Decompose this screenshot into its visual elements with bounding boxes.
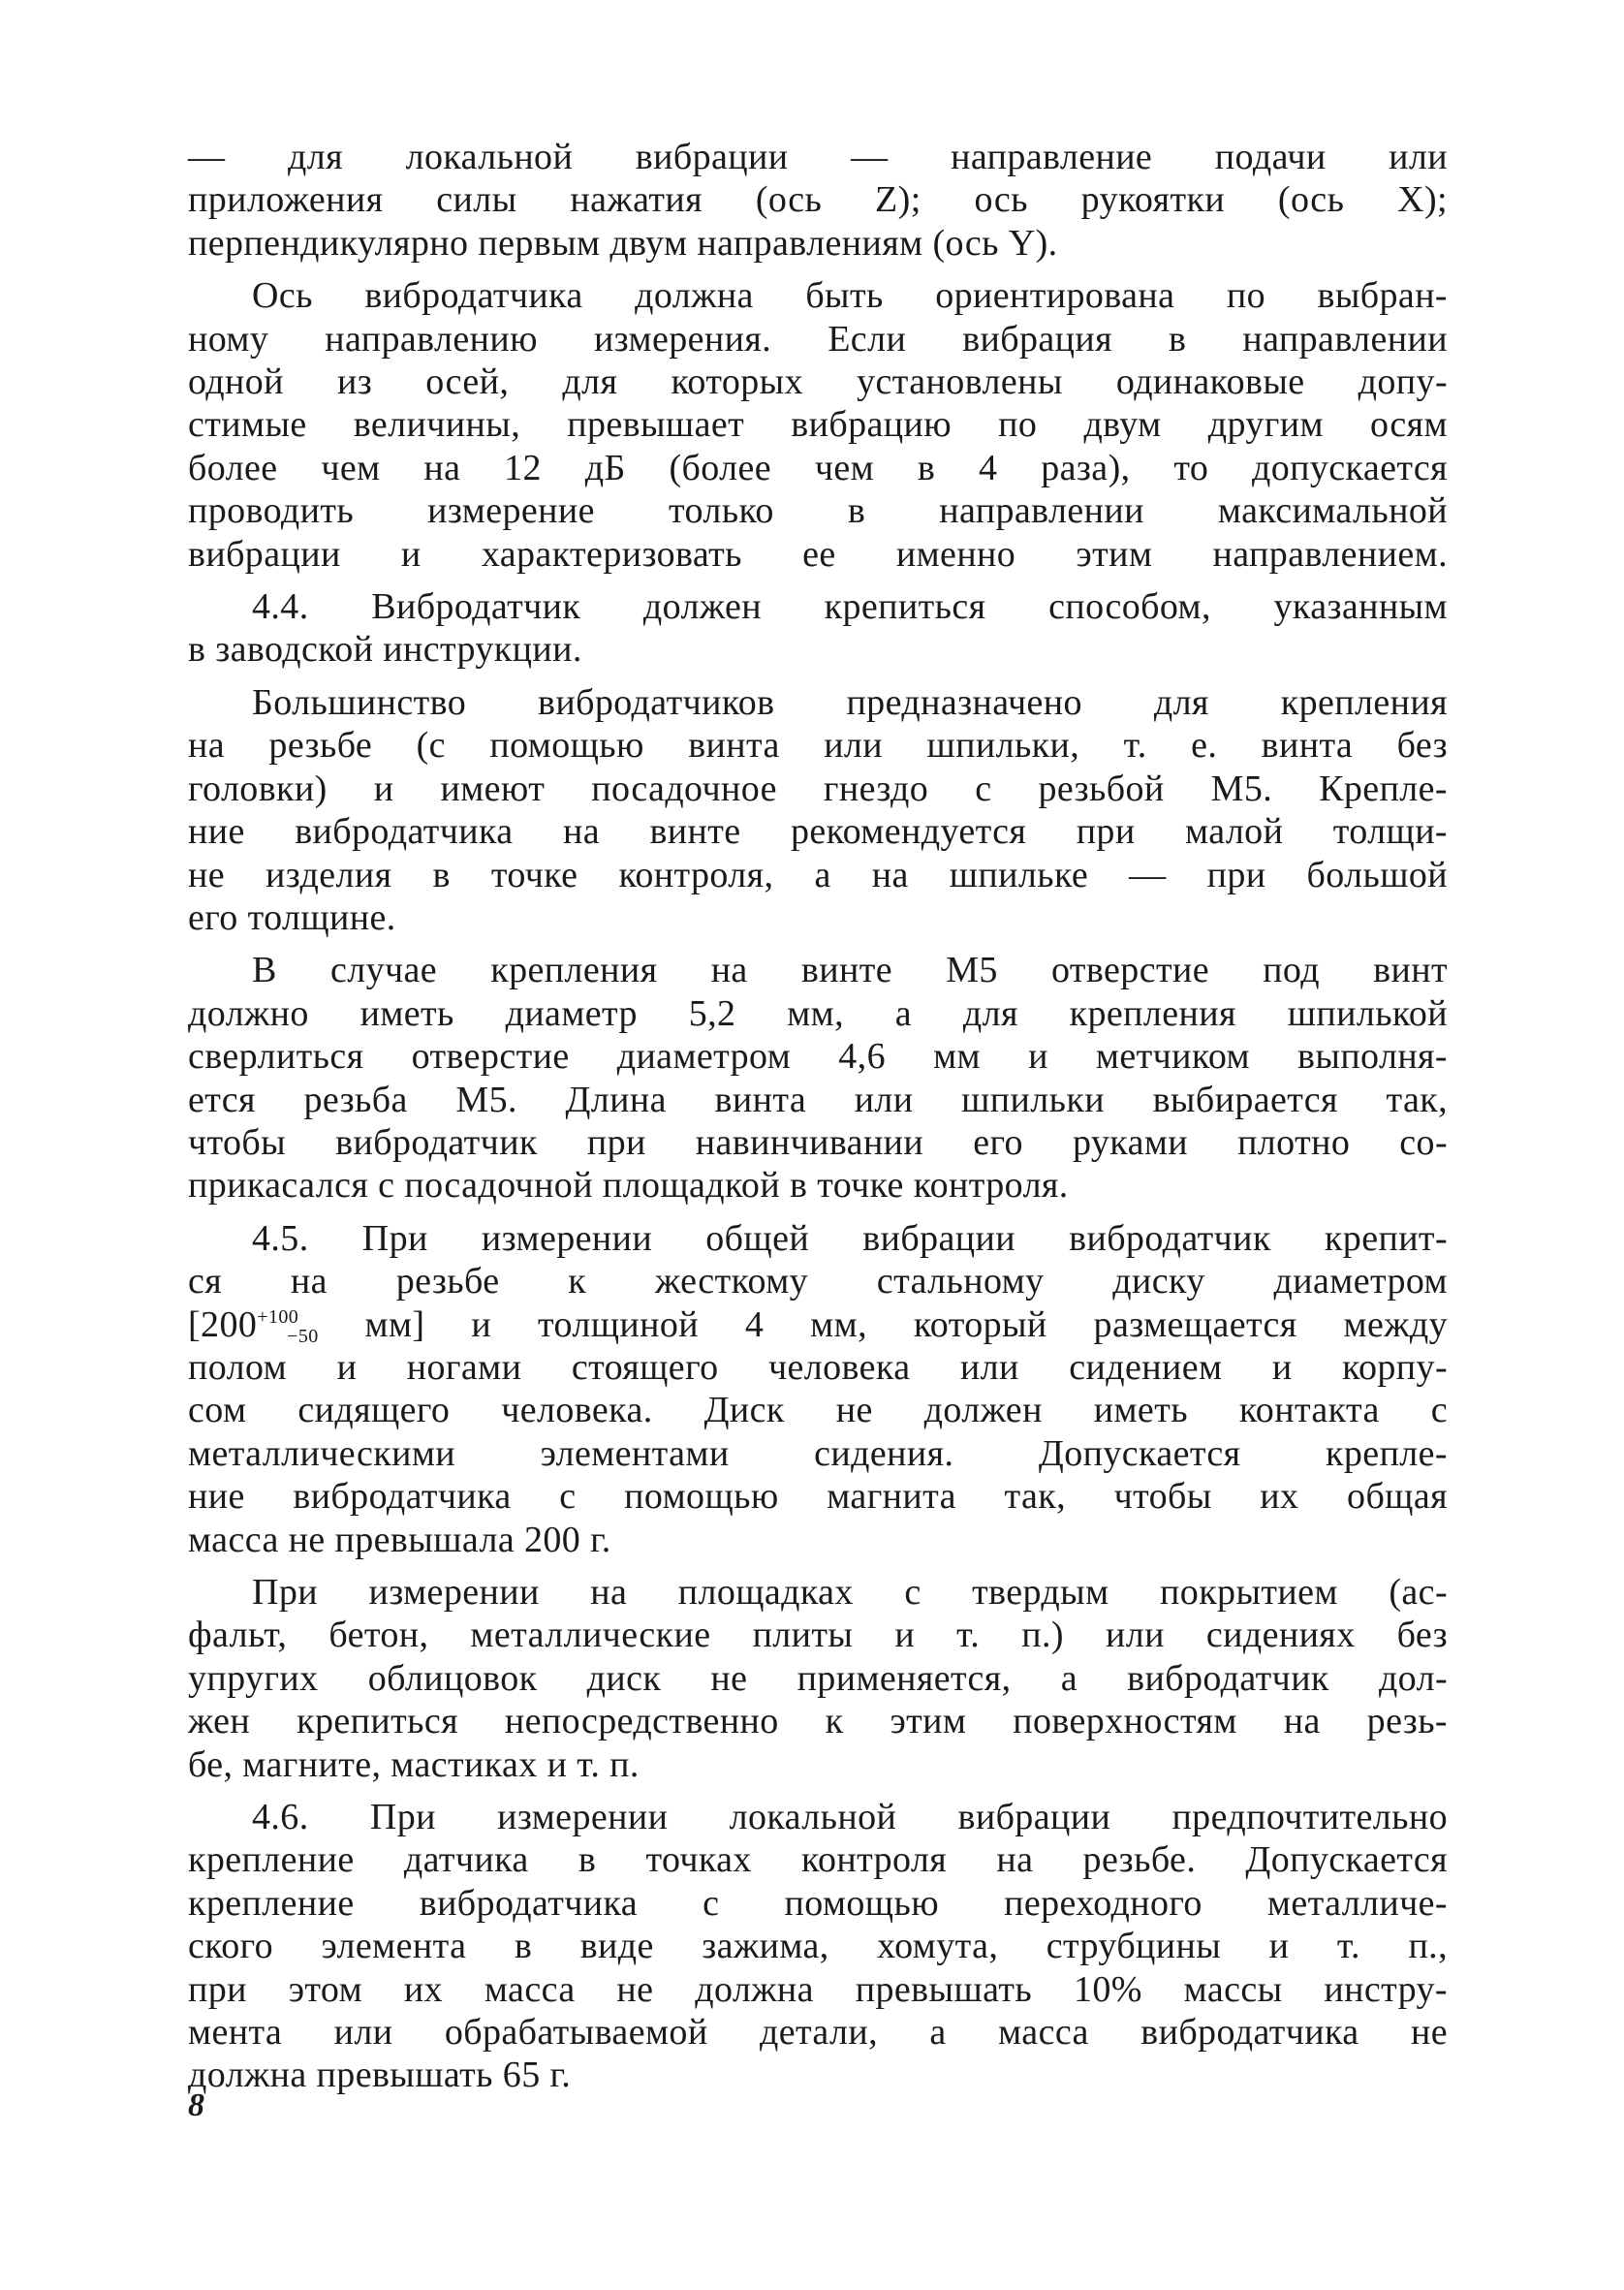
paragraph-section-4-5 — [188, 1217, 1448, 1561]
text-line: чтобы вибродатчик при навинчивании его руками плотно со- — [188, 1121, 1448, 1163]
text-line: бе, магните, мастиках и т. п. — [188, 1743, 640, 1785]
paragraph-sensor-axis-orientation — [188, 274, 1448, 576]
text-line: 4.6. При измерении локальной вибрации предпочтительно — [252, 1797, 1448, 1838]
text-line: Большинство вибродатчиков предназначено для крепления — [252, 681, 1448, 723]
text-line: упругих облицовок диск не применяется, а вибродатчик дол- — [188, 1657, 1448, 1699]
text-line: более чем на 12 дБ (более чем в 4 раза), то допускается — [188, 447, 1448, 488]
document-body — [188, 136, 1448, 2097]
text-line: сом сидящего человека. Диск не должен иметь контакта с — [188, 1390, 1448, 1431]
text-line: перпендикулярно первым двум направлениям (ось Y). — [188, 222, 1058, 264]
text-line: проводить измерение только в направлении максимальной — [188, 490, 1448, 532]
text-line: не изделия в точке контроля, а на шпильке — при большой — [188, 854, 1448, 895]
text-line: вибрации и характеризовать ее именно этим направлением. — [188, 533, 1448, 575]
text-line: — для локальной вибрации — направление подачи или — [188, 137, 1448, 177]
formula-unit: мм] — [318, 1303, 425, 1345]
paragraph-thread-mounting — [188, 681, 1448, 939]
text-line: одной из осей, для которых установлены одинаковые допу- — [188, 361, 1448, 403]
text-line: приложения силы нажатия (ось Z); ось рукоятки (ось X); — [188, 179, 1448, 221]
text-line: крепление вибродатчика с помощью переходного металличе- — [188, 1882, 1448, 1924]
text-line: его толщине. — [188, 896, 396, 938]
text-line: в заводской инструкции. — [188, 629, 582, 671]
formula-rest: и толщиной 4 мм, который размещается между — [424, 1303, 1448, 1345]
tolerance-upper: +100 — [257, 1305, 299, 1328]
text-line: стимые величины, превышает вибрацию по двум другим осям — [188, 404, 1448, 446]
text-line: мента или обрабатываемой детали, а масса вибродатчика не — [188, 2012, 1448, 2054]
text-line: жен крепиться непосредственно к этим поверхностям на резь- — [188, 1701, 1448, 1742]
page-number: 8 — [188, 2087, 204, 2123]
text-line: прикасался с посадочной площадкой в точке контроля. — [188, 1165, 1069, 1207]
text-line: при этом их масса не должна превышать 10% массы инстру- — [188, 1968, 1448, 2010]
text-line: ся на резьбе к жесткому стальному диску диаметром — [188, 1261, 1448, 1302]
text-line: ского элемента в виде зажима, хомута, струбцины и т. п., — [188, 1926, 1448, 1967]
text-line: фальт, бетон, металлические плиты и т. п.) или сидениях без — [188, 1615, 1448, 1656]
formula-base: [200 — [188, 1303, 258, 1345]
paragraph-m5-screw — [188, 949, 1448, 1207]
paragraph-section-4-6 — [188, 1796, 1448, 2097]
text-line: 4.4. Вибродатчик должен крепиться способом, указанным — [252, 586, 1448, 628]
paragraph-hard-surfaces — [188, 1571, 1448, 1786]
text-line: ние вибродатчика с помощью магнита так, чтобы их общая — [188, 1476, 1448, 1518]
text-line: сверлиться отверстие диаметром 4,6 мм и метчиком выполня- — [188, 1036, 1448, 1078]
text-line: головки) и имеют посадочное гнездо с резьбой М5. Крепле- — [188, 768, 1448, 809]
tolerance-lower: −50 — [287, 1325, 319, 1347]
text-line: металлическими элементами сидения. Допускается крепле- — [188, 1432, 1448, 1474]
text-line: на резьбе (с помощью винта или шпильки, т. е. винта без — [188, 725, 1448, 767]
text-line: должно иметь диаметр 5,2 мм, а для крепления шпилькой — [188, 992, 1448, 1034]
text-line: масса не превышала 200 г. — [188, 1519, 611, 1560]
text-line: ному направлению измерения. Если вибрация в направлении — [188, 318, 1448, 360]
paragraph-local-vibration-axes — [188, 136, 1448, 265]
text-line: должна превышать 65 г. — [188, 2055, 572, 2096]
formula-line — [188, 1303, 1448, 1346]
paragraph-section-4-4 — [188, 585, 1448, 672]
text-line: крепление датчика в точках контроля на резьбе. Допускается — [188, 1839, 1448, 1881]
text-line: полом и ногами стоящего человека или сидением и корпу- — [188, 1346, 1448, 1388]
text-line: ние вибродатчика на винте рекомендуется при малой толщи- — [188, 811, 1448, 853]
text-line: Ось вибродатчика должна быть ориентирована по выбран- — [252, 275, 1448, 317]
text-line: ется резьба М5. Длина винта или шпильки выбирается так, — [188, 1079, 1448, 1120]
text-line: При измерении на площадках с твердым покрытием (ас- — [252, 1572, 1448, 1613]
text-line: В случае крепления на винте М5 отверстие под винт — [252, 950, 1448, 991]
text-line: 4.5. При измерении общей вибрации вибродатчик крепит- — [252, 1217, 1448, 1259]
